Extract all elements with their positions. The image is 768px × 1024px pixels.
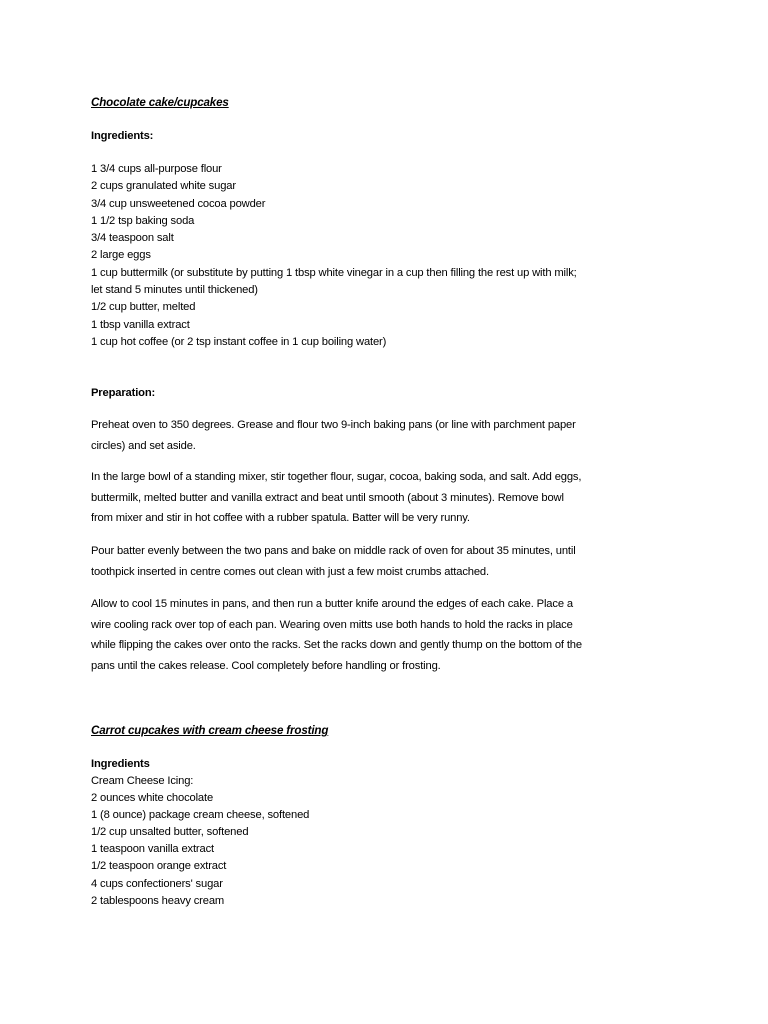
paragraph-line: toothpick inserted in centre comes out clean with just a few moist crumbs attached. — [91, 565, 489, 578]
preparation-paragraph — [91, 415, 711, 456]
paragraph-line: Allow to cool 15 minutes in pans, and then run a butter knife around the edges of each cake. Place a — [91, 598, 573, 610]
recipe2-ingredients-heading: Ingredients — [91, 758, 150, 770]
ingredient-line: 1/2 cup butter, melted — [91, 301, 196, 314]
paragraph-line: Pour batter evenly between the two pans and bake on middle rack of oven for about 35 minutes, until — [91, 545, 576, 557]
recipe1-ingredients-list — [91, 161, 711, 351]
ingredient-line: 1/2 cup unsalted butter, softened — [91, 826, 249, 839]
ingredient-line: 3/4 teaspoon salt — [91, 232, 174, 245]
paragraph-line: circles) and set aside. — [91, 439, 196, 452]
paragraph-line: while flipping the cakes over onto the racks. Set the racks down and gently thump on the bottom of the — [91, 639, 582, 651]
ingredient-line: 2 ounces white chocolate — [91, 792, 214, 805]
ingredient-line: 1/2 teaspoon orange extract — [91, 860, 227, 873]
ingredient-line: 3/4 cup unsweetened cocoa powder — [91, 197, 266, 210]
ingredient-line: 1 cup hot coffee (or 2 tsp instant coffee in 1 cup boiling water) — [91, 335, 387, 348]
ingredient-line: 1 (8 ounce) package cream cheese, softened — [91, 809, 310, 822]
icing-subheading: Cream Cheese Icing: — [91, 775, 194, 787]
recipe2-title: Carrot cupcakes with cream cheese frosting — [91, 724, 329, 737]
preparation-paragraph — [91, 594, 711, 676]
paragraph-line: pans until the cakes release. Cool completely before handling or frosting. — [91, 659, 441, 672]
ingredient-line: 4 cups confectioners' sugar — [91, 877, 223, 890]
ingredient-line: 1 1/2 tsp baking soda — [91, 214, 195, 227]
preparation-paragraph — [91, 467, 711, 529]
preparation-paragraph — [91, 541, 711, 582]
ingredient-line: 2 cups granulated white sugar — [91, 180, 236, 193]
paragraph-line: from mixer and stir in hot coffee with a rubber spatula. Batter will be very runny. — [91, 512, 470, 524]
recipe1-ingredients-heading: Ingredients: — [91, 130, 154, 142]
ingredient-line: 1 3/4 cups all-purpose flour — [91, 163, 222, 175]
paragraph-line: buttermilk, melted butter and vanilla extract and beat until smooth (about 3 minutes). Remove bowl — [91, 491, 564, 504]
ingredient-line: 1 teaspoon vanilla extract — [91, 843, 214, 856]
ingredient-line: 2 tablespoons heavy cream — [91, 894, 225, 907]
paragraph-line: Preheat oven to 350 degrees. Grease and flour two 9-inch baking pans (or line with parchment paper — [91, 419, 576, 431]
ingredient-line: 1 cup buttermilk (or substitute by putting 1 tbsp white vinegar in a cup then filling the rest up with milk; — [91, 266, 577, 279]
paragraph-line: In the large bowl of a standing mixer, stir together flour, sugar, cocoa, baking soda, and salt. Add eggs, — [91, 471, 582, 483]
paragraph-line: wire cooling rack over top of each pan. Wearing oven mitts use both hands to hold the racks in place — [91, 618, 573, 631]
recipe1-preparation-heading: Preparation: — [91, 387, 156, 399]
ingredient-line: 1 tbsp vanilla extract — [91, 318, 190, 331]
recipe1-title: Chocolate cake/cupcakes — [91, 96, 229, 109]
ingredient-line: 2 large eggs — [91, 249, 151, 262]
ingredient-line: let stand 5 minutes until thickened) — [91, 284, 258, 297]
recipe2-ingredients-list — [91, 773, 711, 910]
